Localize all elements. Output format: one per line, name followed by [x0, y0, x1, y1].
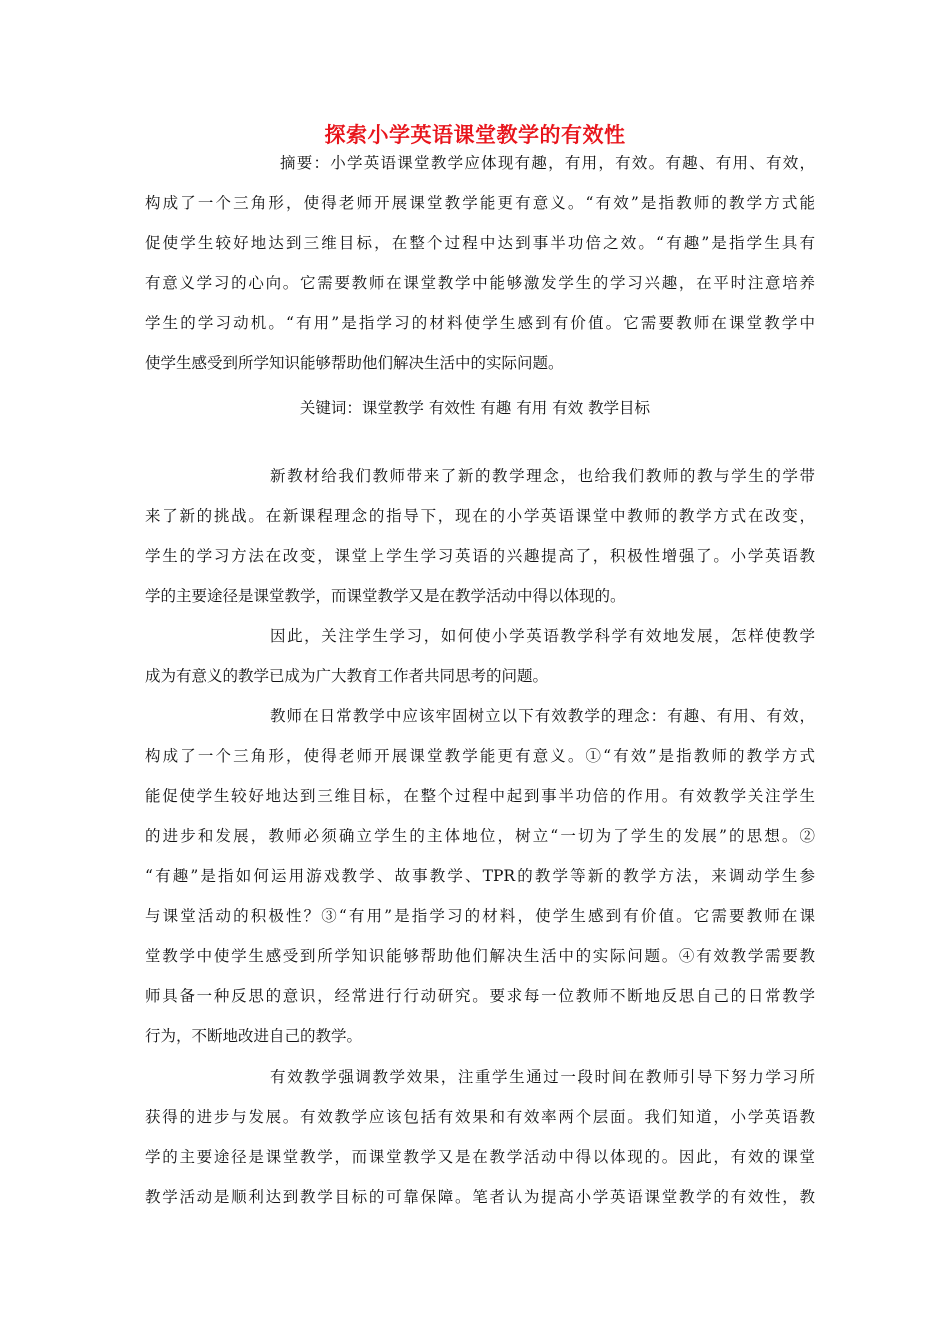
paragraph-line: 成为有意义的教学已成为广大教育工作者共同思考的问题。 — [145, 667, 549, 685]
keywords: 关键词：课堂教学 有效性 有趣 有用 有效 教学目标 — [299, 399, 651, 417]
paragraph-line: “有趣”是指如何运用游戏教学、故事教学、TPR的教学等新的教学方法，来调动学生参 — [145, 867, 815, 885]
abstract-line: 构成了一个三角形，使得老师开展课堂教学能更有意义。“有效”是指教师的教学方式能 — [145, 194, 815, 212]
paragraph-line: 教师在日常教学中应该牢固树立以下有效教学的理念：有趣、有用、有效， — [270, 707, 815, 725]
paragraph-4 — [145, 1057, 815, 1217]
paragraph-line: 学生的学习方法在改变，课堂上学生学习英语的兴趣提高了，积极性增强了。小学英语教 — [145, 547, 815, 565]
abstract — [145, 143, 815, 383]
paragraph-1 — [145, 456, 815, 616]
paragraph-2 — [145, 616, 815, 696]
paragraph-line: 教学活动是顺利达到教学目标的可靠保障。笔者认为提高小学英语课堂教学的有效性，教 — [145, 1188, 815, 1206]
paragraph-line: 来了新的挑战。在新课程理念的指导下，现在的小学英语课堂中教师的教学方式在改变， — [145, 507, 815, 525]
abstract-line: 学生的学习动机。“有用”是指学习的材料使学生感到有价值。它需要教师在课堂教学中 — [145, 314, 815, 332]
paragraph-line: 行为，不断地改进自己的教学。 — [145, 1027, 363, 1045]
abstract-line: 摘要：小学英语课堂教学应体现有趣，有用，有效。有趣、有用、有效， — [280, 154, 815, 172]
paragraph-line: 因此，关注学生学习，如何使小学英语教学科学有效地发展，怎样使教学 — [270, 627, 815, 645]
paragraph-line: 学的主要途径是课堂教学，而课堂教学又是在教学活动中得以体现的。因此，有效的课堂 — [145, 1148, 815, 1166]
paragraph-line: 堂教学中使学生感受到所学知识能够帮助他们解决生活中的实际问题。④有效教学需要教 — [145, 947, 815, 965]
paragraph-line: 获得的进步与发展。有效教学应该包括有效果和有效率两个层面。我们知道，小学英语教 — [145, 1108, 815, 1126]
abstract-line: 促使学生较好地达到三维目标，在整个过程中达到事半功倍之效。“有趣”是指学生具有 — [145, 234, 815, 252]
paragraph-3 — [145, 696, 815, 1056]
document-title: 探索小学英语课堂教学的有效性 — [324, 122, 626, 147]
paragraph-line: 有效教学强调教学效果，注重学生通过一段时间在教师引导下努力学习所 — [270, 1068, 815, 1086]
paragraph-line: 的进步和发展，教师必须确立学生的主体地位，树立“一切为了学生的发展”的思想。② — [145, 827, 815, 845]
paragraph-line: 构成了一个三角形，使得老师开展课堂教学能更有意义。①“有效”是指教师的教学方式 — [145, 747, 815, 765]
paragraph-line: 新教材给我们教师带来了新的教学理念，也给我们教师的教与学生的学带 — [270, 467, 815, 485]
abstract-line: 使学生感受到所学知识能够帮助他们解决生活中的实际问题。 — [145, 354, 564, 372]
paragraph-line: 师具备一种反思的意识，经常进行行动研究。要求每一位教师不断地反思自己的日常教学 — [145, 987, 815, 1005]
paragraph-line: 学的主要途径是课堂教学，而课堂教学又是在教学活动中得以体现的。 — [145, 587, 626, 605]
abstract-line: 有意义学习的心向。它需要教师在课堂教学中能够激发学生的学习兴趣，在平时注意培养 — [145, 274, 815, 292]
paragraph-line: 与课堂活动的积极性？③“有用”是指学习的材料，使学生感到有价值。它需要教师在课 — [145, 907, 815, 925]
paragraph-line: 能促使学生较好地达到三维目标，在整个过程中起到事半功倍的作用。有效教学关注学生 — [145, 787, 815, 805]
